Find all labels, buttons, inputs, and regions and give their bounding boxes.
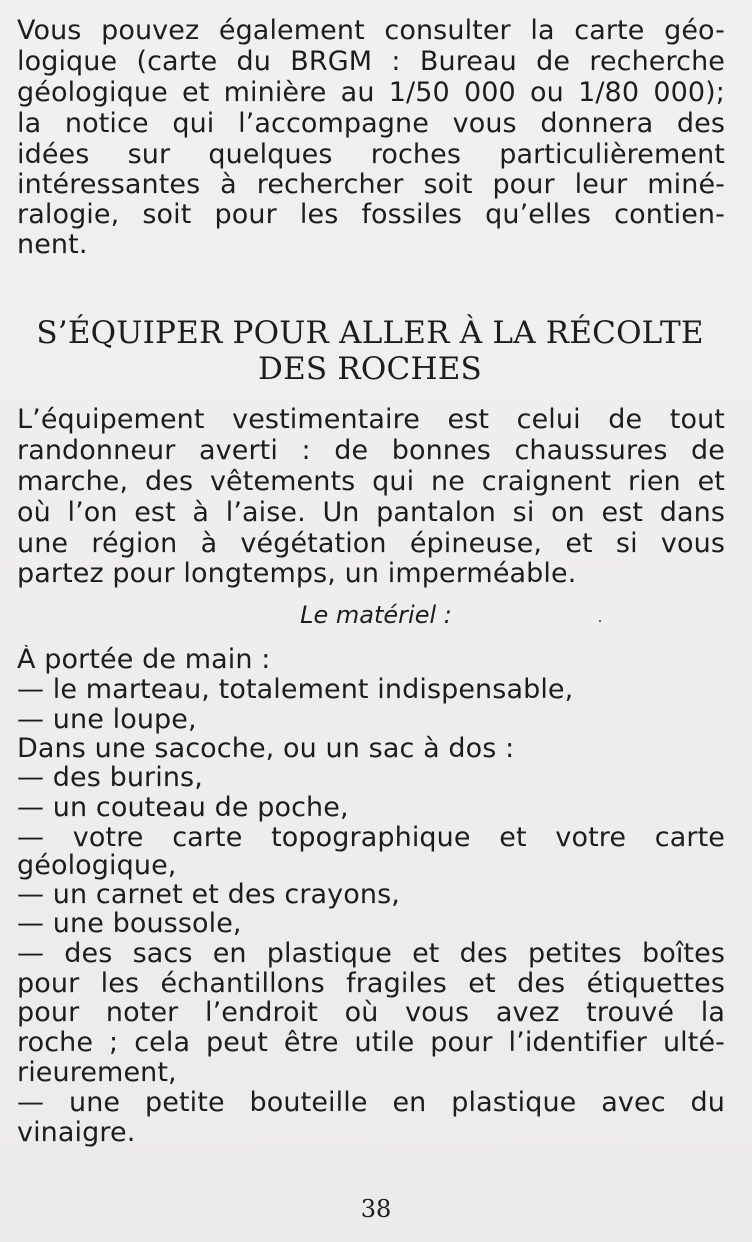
intro-line-1: Vous pouvez également consulter la carte géo-	[17, 16, 725, 46]
equipment-line-5: une région à végétation épineuse, et si vous	[17, 529, 725, 559]
intro-line-7: ralogie, soit pour les fossiles qu’elles contien-	[17, 200, 725, 230]
materiel-line-6: — un couteau de poche,	[17, 793, 349, 823]
materiel-line-7: — votre carte topographique et votre carte	[17, 823, 725, 853]
equipment-line-1: L’équipement vestimentaire est celui de tout	[17, 405, 725, 435]
intro-line-8: nent.	[17, 230, 88, 260]
materiel-line-9: — un carnet et des crayons,	[17, 880, 400, 910]
materiel-line-15: rieurement,	[17, 1058, 177, 1088]
materiel-heading: Le matériel :	[300, 601, 452, 629]
materiel-line-4: Dans une sacoche, ou un sac à dos :	[17, 734, 515, 764]
materiel-line-16: — une petite bouteille en plastique avec du	[17, 1088, 725, 1118]
materiel-line-2: — le marteau, totalement indispensable,	[17, 675, 574, 705]
materiel-line-10: — une boussole,	[17, 909, 242, 939]
intro-line-4: la notice qui l’accompagne vous donnera des	[17, 109, 725, 139]
section-title-line-1: S’ÉQUIPER POUR ALLER À LA RÉCOLTE	[36, 315, 704, 351]
equipment-line-2: randonneur averti : de bonnes chaussures de	[17, 436, 725, 466]
intro-line-5: idées sur quelques roches particulièrement	[17, 140, 725, 170]
materiel-line-13: pour noter l’endroit où vous avez trouvé la	[17, 998, 725, 1028]
section-title-line-2: DES ROCHES	[258, 351, 482, 387]
equipment-line-6: partez pour longtemps, un imperméable.	[17, 559, 577, 589]
equipment-line-4: où l’on est à l’aise. Un pantalon si on est dans	[17, 498, 725, 528]
intro-line-6: intéressantes à rechercher soit pour leur miné-	[17, 170, 725, 200]
intro-line-3: géologique et minière au 1/50 000 ou 1/80 000);	[17, 78, 725, 108]
materiel-line-14: roche ; cela peut être utile pour l’identifier ulté-	[17, 1028, 725, 1058]
scan-speck	[599, 620, 601, 622]
page-number: 38	[360, 1195, 392, 1223]
materiel-line-12: pour les échantillons fragiles et des étiquettes	[17, 969, 725, 999]
materiel-line-8: géologique,	[17, 851, 177, 881]
materiel-line-17: vinaigre.	[17, 1118, 136, 1148]
materiel-line-1: À portée de main :	[17, 645, 271, 675]
materiel-line-3: — une loupe,	[17, 705, 197, 735]
materiel-line-11: — des sacs en plastique et des petites boîtes	[17, 939, 725, 969]
intro-line-2: logique (carte du BRGM : Bureau de recherche	[17, 47, 725, 77]
equipment-line-3: marche, des vêtements qui ne craignent rien et	[17, 467, 725, 497]
materiel-line-5: — des burins,	[17, 763, 203, 793]
